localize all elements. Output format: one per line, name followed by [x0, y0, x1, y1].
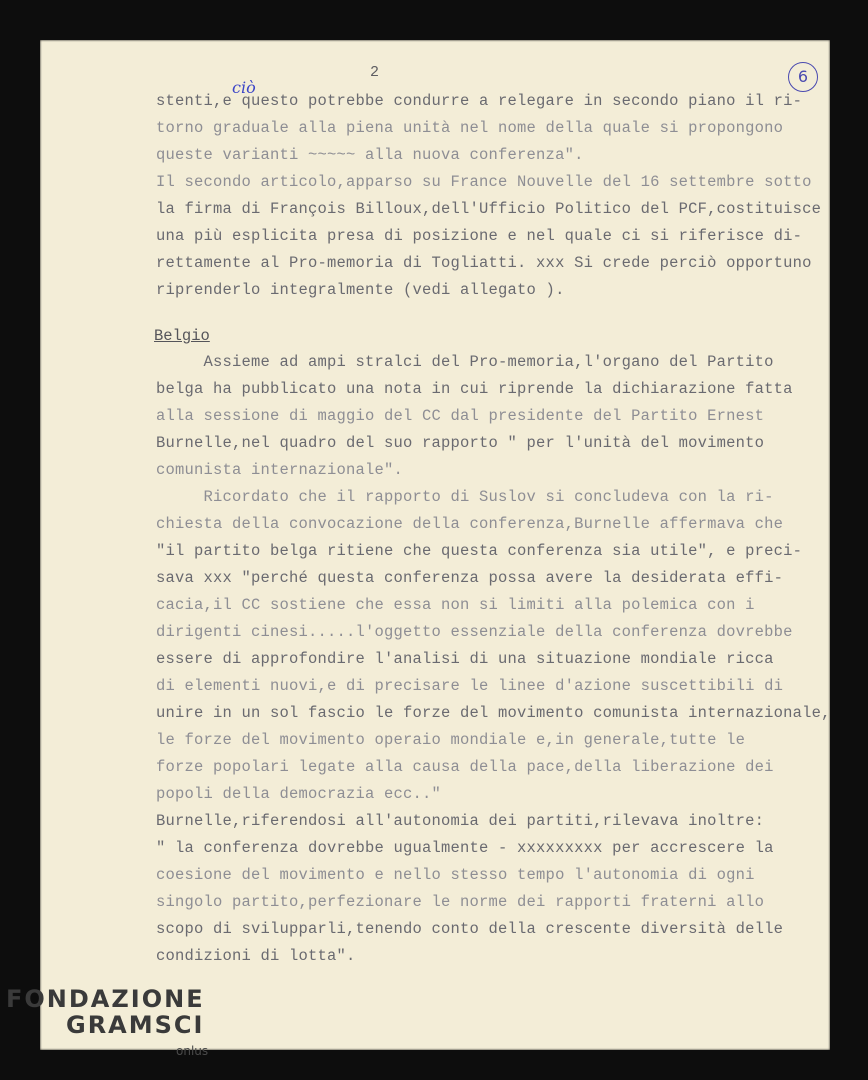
text-line: condizioni di lotta". [156, 947, 356, 965]
text-line: singolo partito,perfezionare le norme dei rapporti fraterni allo [156, 893, 765, 911]
text-line: alla sessione di maggio del CC dal presidente del Partito Ernest [156, 407, 765, 425]
text-line: le forze del movimento operaio mondiale e,in generale,tutte le [156, 731, 746, 749]
document-page [40, 40, 830, 1050]
text-line: di elementi nuovi,e di precisare le linee d'azione suscettibili di [156, 677, 784, 695]
text-line: belga ha pubblicato una nota in cui riprende la dichiarazione fatta [156, 380, 793, 398]
text-line: Ricordato che il rapporto di Suslov si concludeva con la ri- [156, 488, 774, 506]
section-heading: Belgio [154, 327, 210, 345]
page-number: 2 [370, 64, 380, 81]
text-line: riprenderlo integralmente (vedi allegato ). [156, 281, 565, 299]
fondazione-gramsci-watermark [6, 986, 208, 1064]
text-line: unire in un sol fascio le forze del movimento comunista internazionale, [156, 704, 831, 722]
text-line: torno graduale alla piena unità nel nome della quale si propongono [156, 119, 784, 137]
text-line: dirigenti cinesi.....l'oggetto essenziale della conferenza dovrebbe [156, 623, 793, 641]
text-line: "il partito belga ritiene che questa conferenza sia utile", e preci- [156, 542, 803, 560]
text-line: Burnelle,riferendosi all'autonomia dei partiti,rilevava inoltre: [156, 812, 765, 830]
handwritten-annotation: ciò [232, 78, 256, 97]
text-line: comunista internazionale". [156, 461, 404, 479]
watermark-line-1: FONDAZIONE [6, 985, 205, 1013]
text-line: cacia,il CC sostiene che essa non si limiti alla polemica con i [156, 596, 755, 614]
text-line: la firma di François Billoux,dell'Ufficio Politico del PCF,costituisce [156, 200, 822, 218]
watermark-line-2: GRAMSCI [66, 1011, 205, 1039]
text-line: queste varianti ~~~~~ alla nuova conferenza". [156, 146, 584, 164]
text-line: forze popolari legate alla causa della pace,della liberazione dei [156, 758, 774, 776]
text-line: coesione del movimento e nello stesso tempo l'autonomia di ogni [156, 866, 755, 884]
text-line: chiesta della convocazione della conferenza,Burnelle affermava che [156, 515, 784, 533]
text-line: popoli della democrazia ecc.." [156, 785, 442, 803]
text-line: essere di approfondire l'analisi di una situazione mondiale ricca [156, 650, 774, 668]
text-line: una più esplicita presa di posizione e nel quale ci si riferisce di- [156, 227, 803, 245]
text-line: rettamente al Pro-memoria di Togliatti. xxx Si crede perciò opportuno [156, 254, 812, 272]
text-line: Il secondo articolo,apparso su France Nouvelle del 16 settembre sotto [156, 173, 812, 191]
text-line: " la conferenza dovrebbe ugualmente - xxxxxxxxx per accrescere la [156, 839, 774, 857]
watermark-line-3: onlus [176, 1044, 209, 1058]
text-line: scopo di svilupparli,tenendo conto della crescente diversità delle [156, 920, 784, 938]
text-line: Burnelle,nel quadro del suo rapporto " per l'unità del movimento [156, 434, 765, 452]
text-line: stenti,e questo potrebbe condurre a relegare in secondo piano il ri- [156, 92, 803, 110]
text-line: Assieme ad ampi stralci del Pro-memoria,l'organo del Partito [156, 353, 774, 371]
circled-page-number: 6 [788, 62, 818, 92]
text-line: sava xxx "perché questa conferenza possa avere la desiderata effi- [156, 569, 784, 587]
